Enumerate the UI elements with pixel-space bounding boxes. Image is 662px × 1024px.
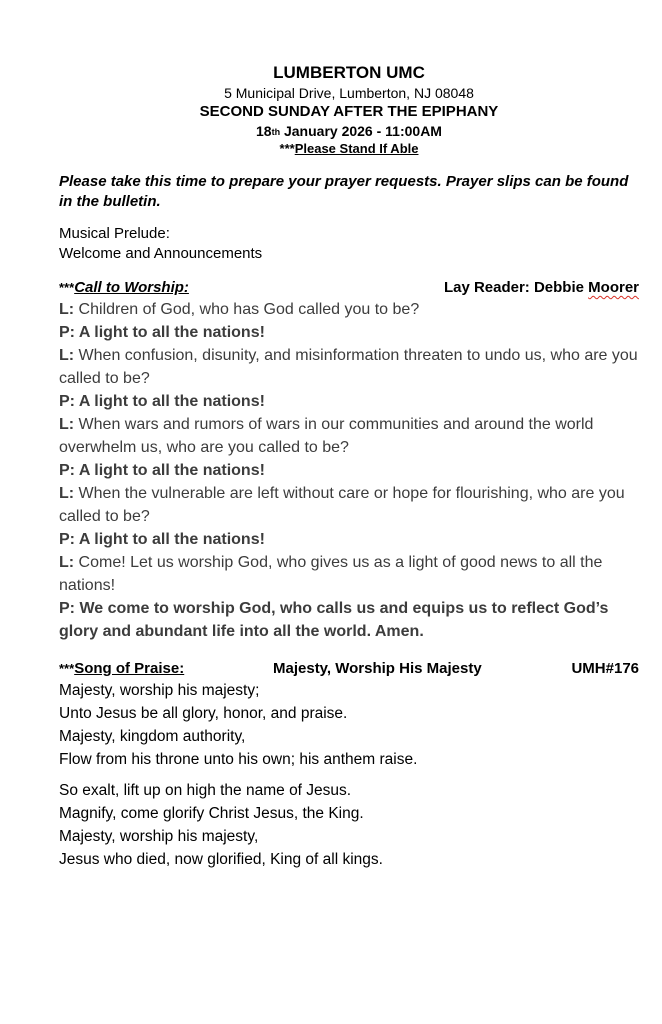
lyric-line: Jesus who died, now glorified, King of all kings. <box>59 851 383 868</box>
lyric-line: Flow from his throne unto his own; his anthem raise. <box>59 751 418 768</box>
lyric-line: Magnify, come glorify Christ Jesus, the King. <box>59 805 364 822</box>
litany-line <box>59 459 639 482</box>
litany-line <box>59 321 639 344</box>
speaker-label: L: <box>59 301 75 318</box>
stand-stars: *** <box>59 280 75 295</box>
litany-line <box>59 344 639 390</box>
litany-line <box>59 597 639 643</box>
hymn-title: Majesty, Worship His Majesty <box>273 660 482 677</box>
speaker-label: P: <box>59 393 75 410</box>
line-text: A light to all the nations! <box>75 531 265 548</box>
litany-line <box>59 298 639 321</box>
bulletin-page <box>59 62 639 871</box>
service-date <box>59 122 639 140</box>
speaker-label: P: <box>59 324 75 341</box>
line-text: A light to all the nations! <box>75 324 265 341</box>
speaker-label: L: <box>59 416 75 433</box>
speaker-label: L: <box>59 485 75 502</box>
lyrics-verse-1 <box>59 679 639 771</box>
call-to-worship-title: Call to Worship: <box>74 279 189 296</box>
lyric-line: Majesty, worship his majesty; <box>59 682 260 699</box>
musical-prelude: Musical Prelude: <box>59 225 170 242</box>
welcome-announcements: Welcome and Announcements <box>59 245 263 262</box>
litany-line <box>59 482 639 528</box>
lay-reader-label: Lay Reader: Debbie <box>443 279 589 296</box>
lyric-line: So exalt, lift up on high the name of Jesus. <box>59 782 352 799</box>
speaker-label: P: <box>59 531 75 548</box>
bulletin-header <box>59 62 639 158</box>
call-to-worship-heading <box>59 278 639 298</box>
lyrics-verse-2 <box>59 779 639 871</box>
song-of-praise-heading <box>59 659 639 679</box>
hymn-number: UMH#176 <box>571 660 639 677</box>
stand-stars: *** <box>59 661 75 676</box>
line-text: When wars and rumors of wars in our communities and around the world overwhelm us, who are you called to be? <box>59 416 594 456</box>
line-text: Children of God, who has God called you to be? <box>74 301 420 318</box>
line-text: Come! Let us worship God, who gives us as a light of good news to all the nations! <box>59 554 603 594</box>
line-text: When confusion, disunity, and misinformation threaten to undo us, who are you called to be? <box>59 347 638 387</box>
stand-text: Please Stand If Able <box>294 141 419 156</box>
liturgical-day: SECOND SUNDAY AFTER THE EPIPHANY <box>199 103 499 120</box>
stand-note <box>59 140 639 158</box>
speaker-label: L: <box>59 554 75 571</box>
song-of-praise-title: Song of Praise: <box>74 660 185 677</box>
church-address: 5 Municipal Drive, Lumberton, NJ 08048 <box>224 85 474 101</box>
lay-reader <box>444 278 639 298</box>
speaker-label: P: <box>59 462 75 479</box>
line-text: A light to all the nations! <box>75 462 265 479</box>
lyric-line: Unto Jesus be all glory, honor, and praise. <box>59 705 348 722</box>
prayer-note: Please take this time to prepare your prayer requests. Prayer slips can be found in the bulletin. <box>59 173 629 210</box>
litany-line <box>59 528 639 551</box>
litany <box>59 298 639 643</box>
date-suffix: th <box>271 127 281 137</box>
stand-stars: *** <box>279 141 295 156</box>
date-rest: January 2026 - 11:00AM <box>280 123 442 139</box>
litany-line <box>59 413 639 459</box>
speaker-label: L: <box>59 347 75 364</box>
litany-line <box>59 551 639 597</box>
litany-line <box>59 390 639 413</box>
lay-reader-surname: Moorer <box>588 279 639 296</box>
speaker-label: P: <box>59 600 75 617</box>
line-text: We come to worship God, who calls us and equips us to reflect God’s glory and abundant life into all the world. Amen. <box>59 600 609 640</box>
line-text: When the vulnerable are left without care or hope for flourishing, who are you called to be? <box>59 485 625 525</box>
line-text: A light to all the nations! <box>75 393 265 410</box>
lyric-line: Majesty, worship his majesty, <box>59 828 259 845</box>
order-of-service <box>59 224 639 264</box>
date-day: 18 <box>256 123 272 139</box>
church-name: LUMBERTON UMC <box>273 63 425 82</box>
lyric-line: Majesty, kingdom authority, <box>59 728 246 745</box>
